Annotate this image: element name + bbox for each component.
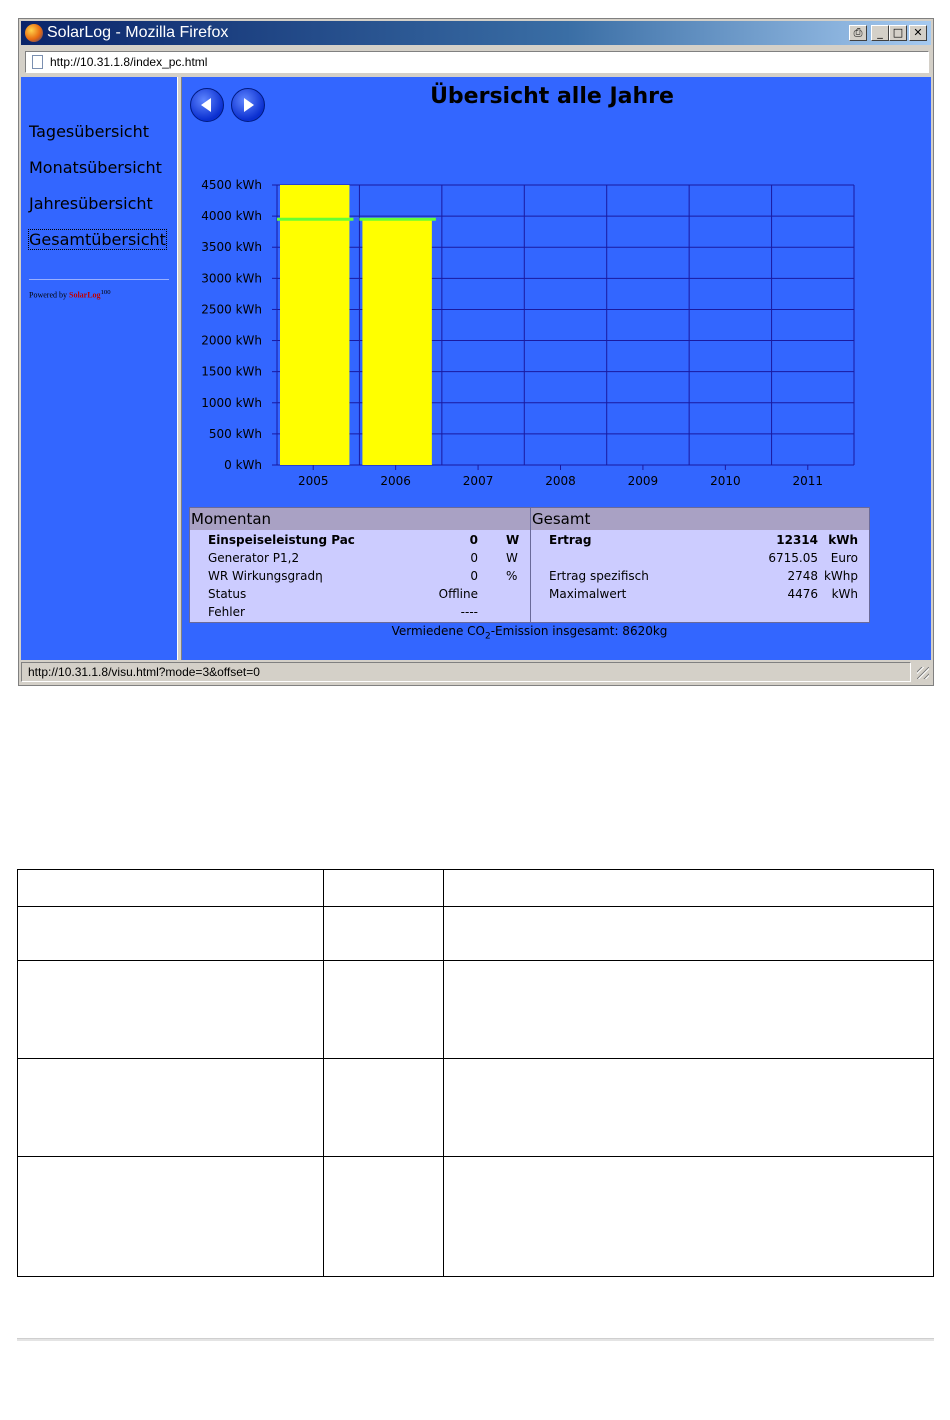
gesamt-heading: Gesamt bbox=[531, 508, 869, 530]
table-cell bbox=[324, 907, 444, 961]
gesamt-unit: Euro bbox=[830, 551, 858, 565]
momentan-label: Einspeiseleistung Pac bbox=[208, 533, 355, 547]
sidebar-item-monatsuebersicht[interactable]: Monatsübersicht bbox=[29, 158, 162, 177]
gesamt-value: 12314 bbox=[776, 533, 818, 547]
momentan-unit: % bbox=[506, 569, 518, 583]
table-cell bbox=[18, 1157, 324, 1277]
next-button[interactable] bbox=[231, 88, 265, 122]
address-url[interactable]: http://10.31.1.8/index_pc.html bbox=[50, 55, 208, 69]
status-url: http://10.31.1.8/visu.html?mode=3&offset=0 bbox=[28, 665, 260, 679]
sidebar-item-jahresuebersicht[interactable]: Jahresübersicht bbox=[29, 194, 153, 213]
close-icon[interactable]: ✕ bbox=[909, 25, 927, 41]
table-row bbox=[18, 1157, 934, 1277]
x-tick-label: 2007 bbox=[462, 474, 494, 488]
firefox-icon bbox=[25, 24, 43, 42]
table-cell bbox=[324, 961, 444, 1059]
table-row bbox=[18, 1059, 934, 1157]
momentan-label: Fehler bbox=[208, 605, 245, 619]
x-tick-label: 2008 bbox=[545, 474, 576, 488]
table-cell bbox=[18, 870, 324, 907]
gesamt-value: 4476 bbox=[787, 587, 818, 601]
co2-suffix: -Emission insgesamt: 8620kg bbox=[490, 624, 668, 638]
table-cell bbox=[444, 1157, 934, 1277]
x-tick-label: 2010 bbox=[710, 474, 741, 488]
arrow-right-icon bbox=[239, 96, 257, 114]
gesamt-unit: kWhp bbox=[823, 569, 858, 583]
momentan-value: 0 bbox=[470, 551, 478, 565]
table-cell bbox=[18, 907, 324, 961]
main-frame bbox=[182, 77, 931, 660]
table-cell bbox=[444, 961, 934, 1059]
sidebar-divider bbox=[29, 279, 169, 280]
gesamt-value: 2748 bbox=[787, 569, 818, 583]
momentan-value: Offline bbox=[438, 587, 478, 601]
sidebar-item-gesamtuebersicht[interactable]: Gesamtübersicht bbox=[29, 230, 166, 249]
x-tick-label: 2005 bbox=[297, 474, 329, 488]
table-cell bbox=[324, 1059, 444, 1157]
powered-prefix: Powered by bbox=[29, 290, 67, 300]
momentan-label: Generator P1,2 bbox=[208, 551, 300, 565]
momentan-unit: W bbox=[506, 551, 518, 565]
momentan-value: 0 bbox=[469, 533, 478, 547]
table-row bbox=[18, 870, 934, 907]
maximize-icon[interactable]: □ bbox=[889, 25, 907, 41]
y-tick-label: 0 kWh bbox=[224, 458, 262, 472]
table-cell bbox=[18, 961, 324, 1059]
y-tick-label: 500 kWh bbox=[208, 426, 262, 441]
page-title: Übersicht alle Jahre bbox=[430, 84, 674, 109]
gesamt-label: Maximalwert bbox=[549, 587, 627, 601]
solarlog-logo[interactable]: SolarLog bbox=[69, 290, 101, 300]
address-bar[interactable] bbox=[25, 51, 929, 73]
co2-prefix: Vermiedene CO bbox=[391, 624, 485, 638]
y-tick-label: 4500 kWh bbox=[201, 178, 262, 192]
info-panel bbox=[189, 507, 870, 623]
momentan-label: Status bbox=[208, 587, 247, 601]
status-bar bbox=[21, 662, 911, 682]
page-icon bbox=[32, 55, 43, 69]
table-cell bbox=[18, 1059, 324, 1157]
resize-grip-icon[interactable] bbox=[917, 667, 929, 679]
table-cell bbox=[324, 1157, 444, 1277]
gesamt-unit: kWh bbox=[828, 533, 858, 547]
momentan-value: ---- bbox=[460, 605, 478, 619]
table-cell bbox=[324, 870, 444, 907]
arrow-left-icon bbox=[198, 96, 216, 114]
y-tick-label: 4000 kWh bbox=[201, 209, 262, 224]
sidebar-item-tagesuebersicht[interactable]: Tagesübersicht bbox=[29, 122, 149, 141]
blank-table bbox=[17, 869, 934, 1277]
yearly-bar-chart bbox=[182, 167, 931, 497]
table-cell bbox=[444, 870, 934, 907]
gesamt-label: Ertrag spezifisch bbox=[549, 569, 649, 583]
y-tick-label: 3000 kWh bbox=[201, 271, 262, 286]
y-tick-label: 3500 kWh bbox=[201, 240, 262, 255]
prev-button[interactable] bbox=[190, 88, 224, 122]
info-separator bbox=[530, 508, 531, 622]
x-tick-label: 2009 bbox=[627, 474, 659, 488]
browser-window bbox=[18, 18, 934, 686]
table-row bbox=[18, 907, 934, 961]
x-tick-label: 2011 bbox=[792, 474, 824, 488]
powered-sup: 100 bbox=[100, 289, 111, 296]
bar-2005 bbox=[280, 185, 349, 465]
sidebar bbox=[21, 77, 176, 660]
bar-2006 bbox=[362, 219, 431, 465]
table-cell bbox=[444, 907, 934, 961]
page-content bbox=[21, 77, 931, 660]
momentan-unit: W bbox=[506, 533, 520, 547]
horizontal-rule bbox=[17, 1338, 934, 1341]
table-cell bbox=[444, 1059, 934, 1157]
co2-sub: 2 bbox=[484, 631, 491, 642]
co2-emission-text bbox=[189, 624, 870, 641]
x-tick-label: 2006 bbox=[380, 474, 411, 488]
window-title: SolarLog - Mozilla Firefox bbox=[47, 24, 229, 41]
gesamt-value: 6715.05 bbox=[768, 551, 818, 565]
table-row bbox=[18, 961, 934, 1059]
gesamt-label: Ertrag bbox=[549, 533, 592, 547]
y-tick-label: 1500 kWh bbox=[201, 364, 262, 379]
momentan-value: 0 bbox=[470, 569, 478, 583]
gesamt-unit: kWh bbox=[831, 587, 858, 601]
y-tick-label: 2500 kWh bbox=[201, 302, 262, 317]
momentan-label: WR Wirkungsgradη bbox=[208, 569, 323, 583]
y-tick-label: 1000 kWh bbox=[201, 395, 262, 410]
powered-by bbox=[29, 289, 111, 300]
title-bar bbox=[21, 21, 931, 45]
minimize-icon[interactable]: _ bbox=[871, 25, 889, 41]
momentan-heading: Momentan bbox=[190, 508, 530, 530]
print-icon[interactable]: ⎙ bbox=[849, 25, 867, 41]
y-tick-label: 2000 kWh bbox=[201, 333, 262, 348]
